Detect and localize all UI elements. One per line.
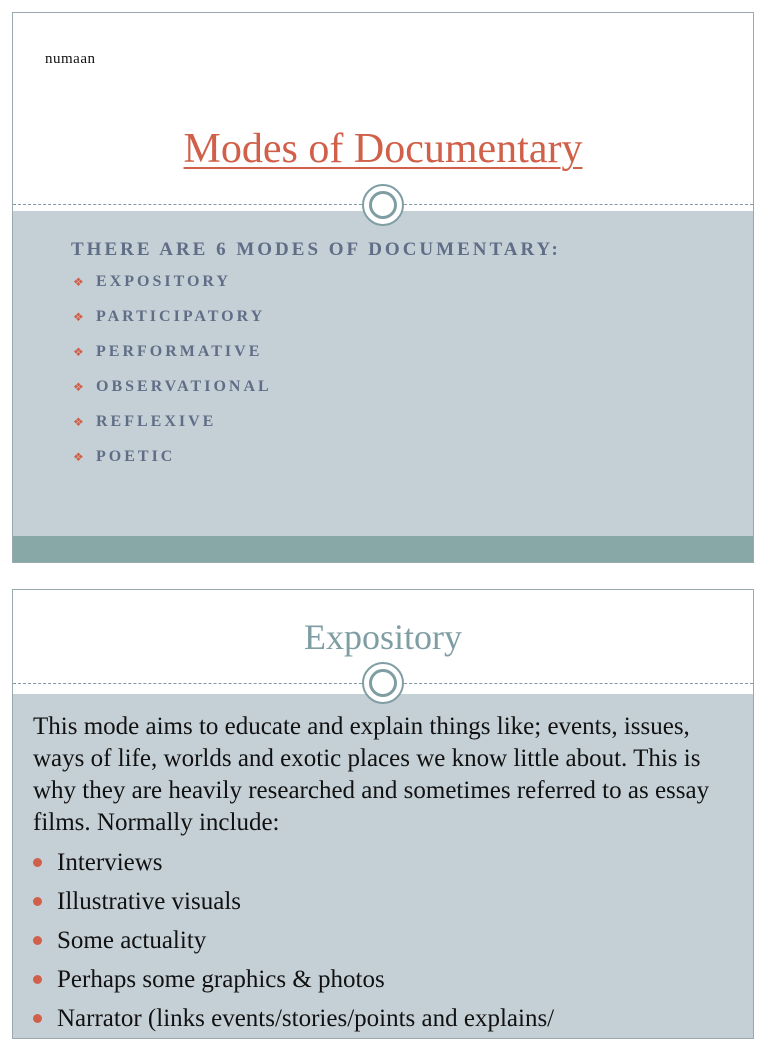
list-item bbox=[73, 447, 272, 482]
list-item bbox=[33, 882, 554, 921]
slide-1-title: Modes of Documentary bbox=[183, 126, 583, 172]
slide-2 bbox=[12, 589, 754, 1039]
list-item bbox=[33, 843, 554, 882]
slide-1-footer-band bbox=[13, 536, 753, 562]
slide-2-title: Expository bbox=[304, 617, 462, 657]
bullet-dot-icon bbox=[33, 1014, 42, 1023]
feature-label: Perhaps some graphics & photos bbox=[57, 965, 385, 993]
list-item bbox=[33, 999, 554, 1038]
mode-label: EXPOSITORY bbox=[96, 273, 231, 290]
feature-label: Some actuality bbox=[57, 926, 207, 954]
author-name: numaan bbox=[45, 51, 96, 67]
bullet-dot-icon bbox=[33, 858, 42, 867]
modes-list bbox=[73, 272, 272, 482]
list-item bbox=[73, 342, 272, 377]
modes-heading: THERE ARE 6 MODES OF DOCUMENTARY: bbox=[71, 239, 561, 260]
feature-label: Illustrative visuals bbox=[57, 887, 241, 915]
list-item bbox=[33, 921, 554, 960]
diamond-bullet-icon: ❖ bbox=[73, 345, 84, 359]
ring-ornament-icon bbox=[362, 184, 404, 226]
features-list bbox=[33, 843, 554, 1038]
feature-label: Narrator (links events/stories/points and explains/ bbox=[57, 1004, 555, 1032]
diamond-bullet-icon: ❖ bbox=[73, 380, 84, 394]
slide-1 bbox=[12, 12, 754, 563]
diamond-bullet-icon: ❖ bbox=[73, 275, 84, 289]
bullet-dot-icon bbox=[33, 936, 42, 945]
list-item bbox=[73, 272, 272, 307]
mode-label: POETIC bbox=[96, 448, 176, 465]
list-item bbox=[73, 377, 272, 412]
description-paragraph: This mode aims to educate and explain things like; events, issues, ways of life, worlds and exotic places we know little about. This is why they are heavily researched and sometimes referred to as essay films. Normally include: bbox=[33, 713, 710, 836]
mode-label: OBSERVATIONAL bbox=[96, 378, 272, 395]
diamond-bullet-icon: ❖ bbox=[73, 310, 84, 324]
mode-label: REFLEXIVE bbox=[96, 413, 217, 430]
feature-label: Interviews bbox=[57, 848, 163, 876]
mode-label: PARTICIPATORY bbox=[96, 308, 266, 325]
bullet-dot-icon bbox=[33, 975, 42, 984]
ring-ornament-icon bbox=[362, 662, 404, 704]
diamond-bullet-icon: ❖ bbox=[73, 450, 84, 464]
list-item bbox=[73, 307, 272, 342]
bullet-dot-icon bbox=[33, 897, 42, 906]
diamond-bullet-icon: ❖ bbox=[73, 415, 84, 429]
list-item bbox=[33, 960, 554, 999]
list-item bbox=[73, 412, 272, 447]
mode-label: PERFORMATIVE bbox=[96, 343, 263, 360]
